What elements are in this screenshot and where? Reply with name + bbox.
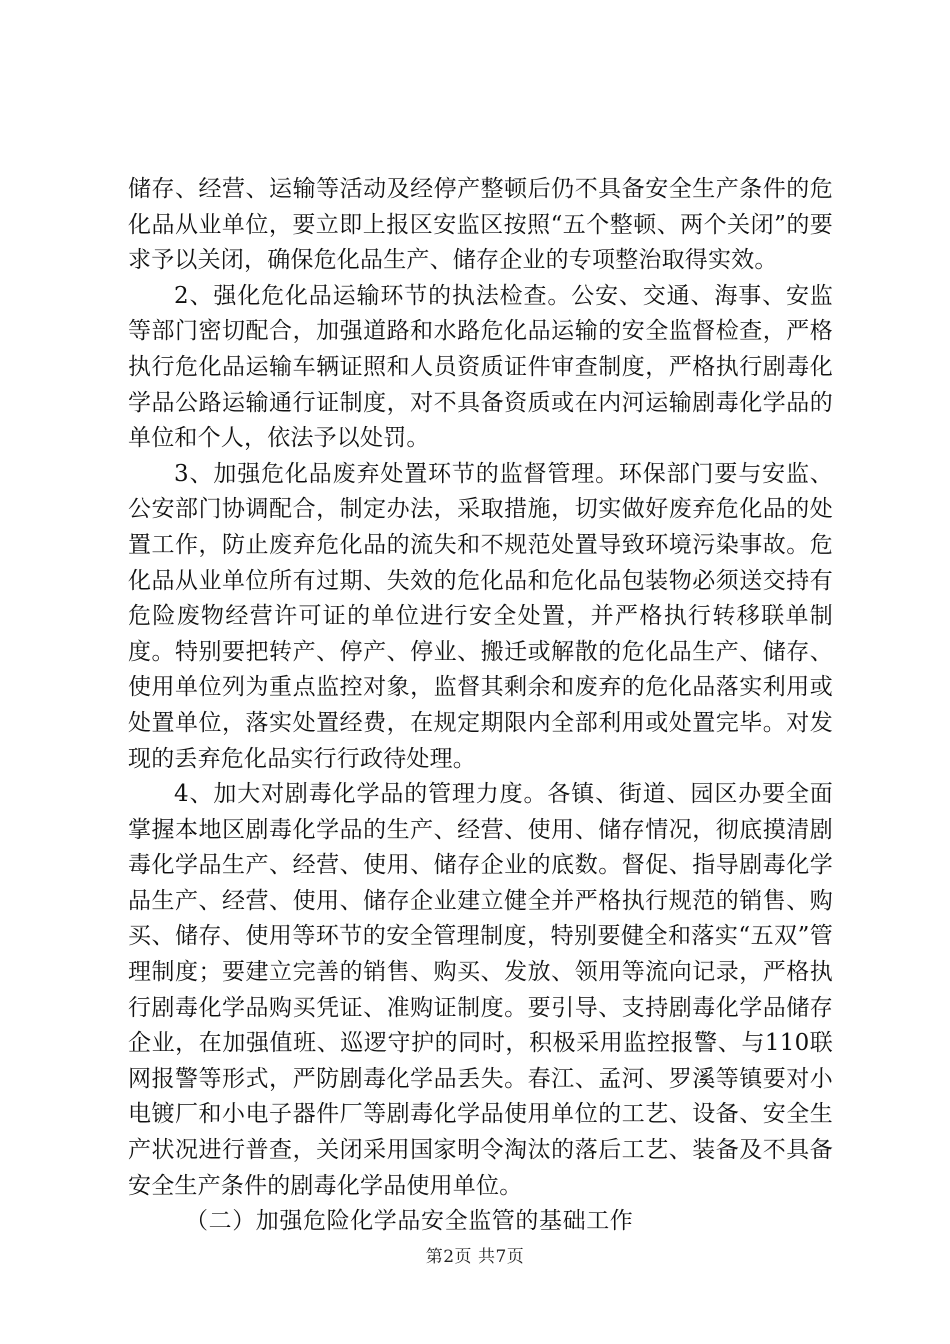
paragraph-item-4: 4、加大对剧毒化学品的管理力度。各镇、街道、园区办要全面掌握本地区剧毒化学品的生产、经营、使用、储存情况，彻底摸清剧毒化学品生产、经营、使用、储存企业的底数。督促、指导剧毒化学品生产、经营、使用、储存企业建立健全并严格执行规范的销售、购买、储存、使用等环节的安全管理制度，特别要健全和落实“五双”管理制度；要建立完善的销售、购买、发放、领用等流向记录，严格执行剧毒化学品购买凭证、准购证制度。要引导、支持剧毒化学品储存企业，在加强值班、巡逻守护的同时，积极采用监控报警、与110联网报警等形式，严防剧毒化学品丢失。春江、孟河、罗溪等镇要对小电镀厂和小电子器件厂等剧毒化学品使用单位的工艺、设备、安全生产状况进行普查，关闭采用国家明令淘汰的落后工艺、装备及不具备安全生产条件的剧毒化学品使用单位。: [128, 781, 833, 1199]
document-body: [128, 172, 833, 1240]
paragraph-item-3: 3、加强危化品废弃处置环节的监督管理。环保部门要与安监、公安部门协调配合，制定办法，采取措施，切实做好废弃危化品的处置工作，防止废弃危化品的流失和不规范处置导致环境污染事故。危化品从业单位所有过期、失效的危化品和危化品包装物必须送交持有危险废物经营许可证的单位进行安全处置，并严格执行转移联单制度。特别要把转产、停产、停业、搬迁或解散的危化品生产、储存、使用单位列为重点监控对象，监督其剩余和废弃的危化品落实利用或处置单位，落实处置经费，在规定期限内全部利用或处置完毕。对发现的丢弃危化品实行行政待处理。: [128, 460, 833, 772]
paragraph-item-2: 2、强化危化品运输环节的执法检查。公安、交通、海事、安监等部门密切配合，加强道路和水路危化品运输的安全监督检查，严格执行危化品运输车辆证照和人员资质证件审查制度，严格执行剧毒化学品公路运输通行证制度，对不具备资质或在内河运输剧毒化学品的单位和个人，依法予以处罚。: [128, 282, 833, 452]
paragraph-continuation: 储存、经营、运输等活动及经停产整顿后仍不具备安全生产条件的危化品从业单位，要立即上报区安监区按照“五个整顿、两个关闭”的要求予以关闭，确保危化品生产、储存企业的专项整治取得实效。: [128, 176, 833, 274]
section-heading: （二）加强危险化学品安全监管的基础工作: [185, 1208, 634, 1235]
page-footer: 第2页 共7页: [425, 1247, 525, 1267]
